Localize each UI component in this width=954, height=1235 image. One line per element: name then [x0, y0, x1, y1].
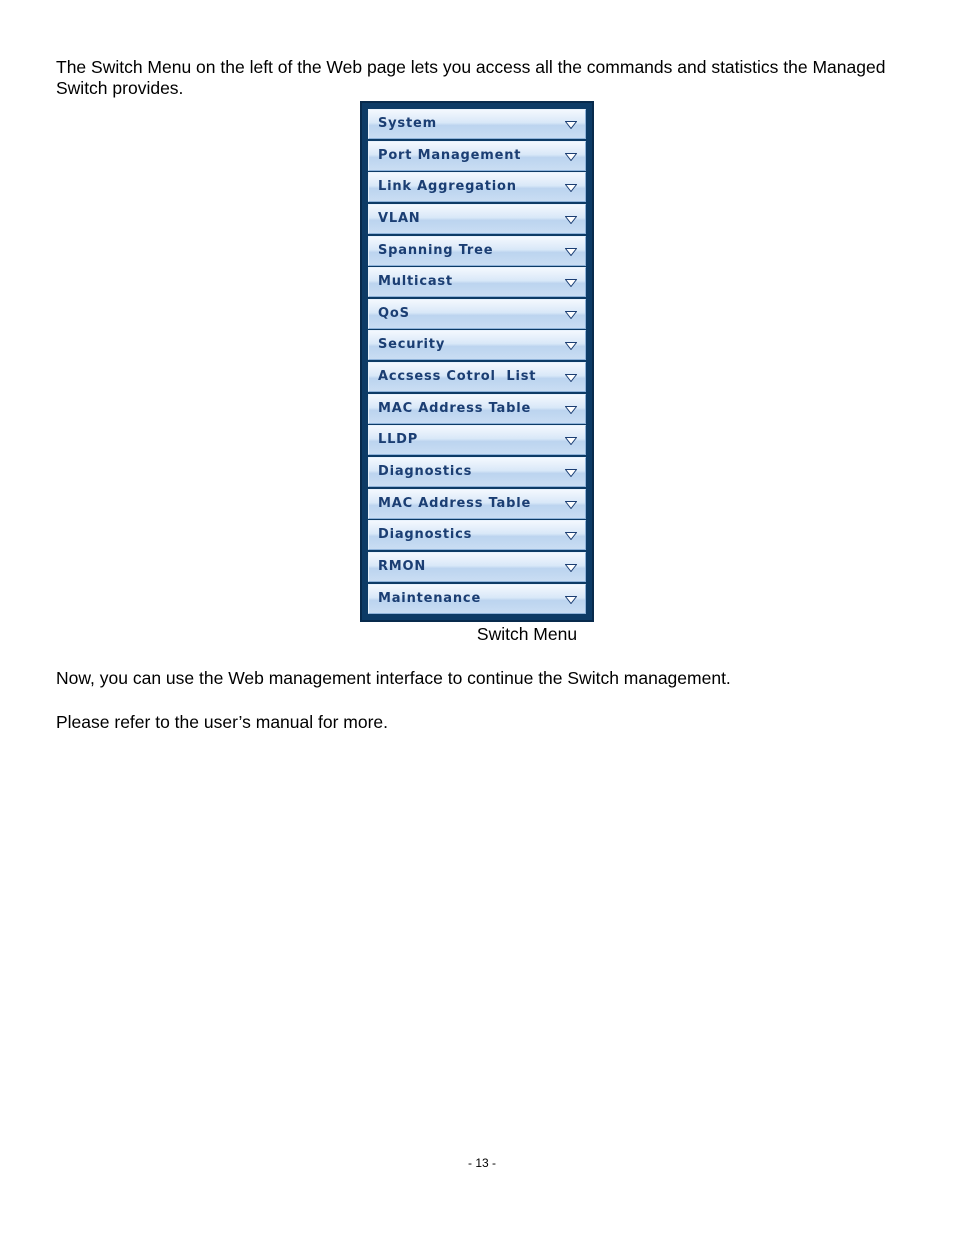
menu-item-system[interactable]: [368, 109, 586, 139]
chevron-down-icon: [565, 469, 577, 477]
chevron-down-icon: [565, 374, 577, 382]
menu-item-label: LLDP: [378, 432, 419, 448]
menu-item-label: Diagnostics: [378, 464, 473, 480]
chevron-down-icon: [565, 311, 577, 319]
chevron-down-icon: [565, 532, 577, 540]
menu-item-label: System: [378, 116, 437, 131]
menu-item-label: Port Management: [378, 147, 522, 163]
chevron-down-icon: [565, 342, 577, 350]
menu-item-port-management[interactable]: [368, 141, 586, 171]
chevron-down-icon: [565, 279, 577, 287]
menu-item-vlan[interactable]: [368, 204, 586, 234]
menu-item-label: Spanning Tree: [378, 242, 494, 258]
menu-item-multicast[interactable]: [368, 267, 586, 297]
menu-item-label: Link Aggregation: [378, 179, 517, 195]
menu-item-diagnostics-2[interactable]: [368, 520, 586, 550]
chevron-down-icon: [565, 153, 577, 161]
menu-item-label: VLAN: [378, 210, 421, 226]
menu-item-spanning-tree[interactable]: [368, 236, 586, 266]
menu-item-qos[interactable]: [368, 299, 586, 329]
menu-item-rmon[interactable]: [368, 552, 586, 582]
chevron-down-icon: [565, 564, 577, 572]
intro-paragraph: The Switch Menu on the left of the Web page lets you access all the commands and statistics the Managed Switch provides.: [56, 57, 886, 98]
figure-caption: Switch Menu: [476, 624, 578, 644]
menu-item-label: Security: [378, 337, 446, 353]
menu-item-label: RMON: [378, 558, 427, 574]
menu-item-label: Accsess Cotrol List: [378, 369, 537, 385]
menu-item-label: MAC Address Table: [378, 400, 532, 416]
menu-item-maintenance[interactable]: [368, 584, 586, 614]
menu-item-label: MAC Address Table: [378, 495, 532, 511]
refer-paragraph: Please refer to the user’s manual for more.: [56, 712, 389, 732]
switch-menu: [360, 101, 594, 622]
chevron-down-icon: [565, 248, 577, 256]
chevron-down-icon: [565, 596, 577, 604]
menu-item-security[interactable]: [368, 330, 586, 360]
chevron-down-icon: [565, 121, 577, 129]
menu-item-label: QoS: [378, 305, 410, 321]
menu-item-label: Diagnostics: [378, 527, 473, 543]
followup-paragraph: Now, you can use the Web management interface to continue the Switch management.: [56, 668, 731, 688]
chevron-down-icon: [565, 501, 577, 509]
menu-item-label: Maintenance: [378, 590, 482, 606]
chevron-down-icon: [565, 406, 577, 414]
menu-item-mac-address-table[interactable]: [368, 394, 586, 424]
menu-item-lldp[interactable]: [368, 425, 586, 455]
chevron-down-icon: [565, 184, 577, 192]
menu-item-link-aggregation[interactable]: [368, 172, 586, 202]
page-number: - 13 -: [467, 1156, 496, 1170]
chevron-down-icon: [565, 216, 577, 224]
menu-item-access-control-list[interactable]: [368, 362, 586, 392]
menu-item-mac-address-table-2[interactable]: [368, 489, 586, 519]
menu-item-label: Multicast: [378, 274, 453, 290]
chevron-down-icon: [565, 437, 577, 445]
menu-item-diagnostics[interactable]: [368, 457, 586, 487]
